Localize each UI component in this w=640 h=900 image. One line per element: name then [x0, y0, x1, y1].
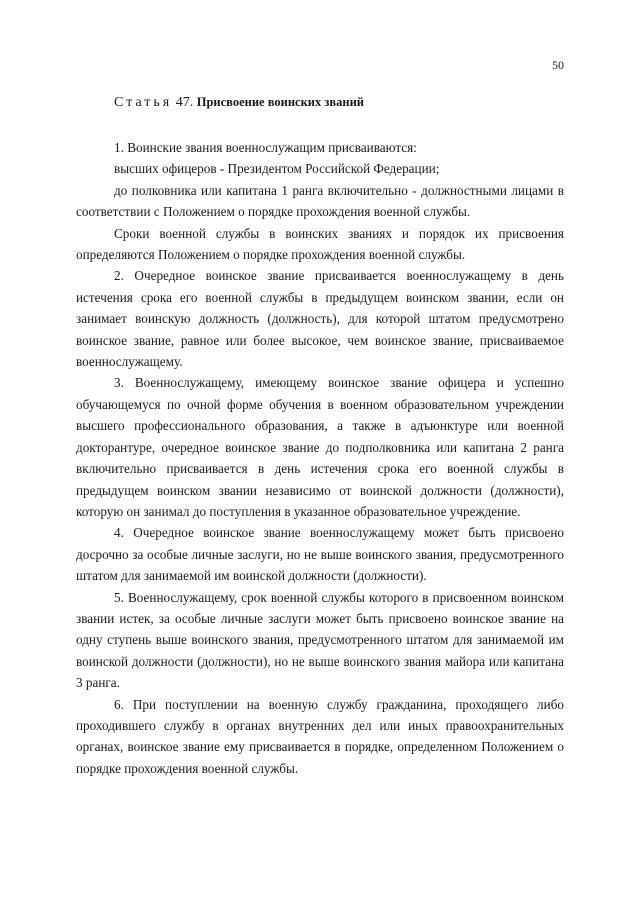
paragraph-3: до полковника или капитана 1 ранга включительно - должностными лицами в соответствии с Положением о порядке прохождения военной службы. — [76, 182, 564, 220]
page-number: 50 — [552, 58, 564, 72]
paragraph-4: Сроки военной службы в воинских званиях и порядок их присвоения определяются Положением о порядке прохождения военной службы. — [76, 225, 564, 263]
paragraph-1: 1. Воинские звания военнослужащим присваиваются: — [114, 140, 417, 155]
paragraph-5: 2. Очередное воинское звание присваивается военнослужащему в день истечения срока его военной службы в предыдущем воинском звании, если он занимает воинскую должность (должность), для которой штатом предусмотрено воинское звание, равное или более высокое, чем воинское звание, присваиваемое военнослужащему. — [76, 268, 564, 370]
article-heading — [114, 93, 364, 112]
paragraph-7: 4. Очередное воинское звание военнослужащему может быть присвоено досрочно за особые личные заслуги, но не выше воинского звания, предусмотренного штатом для занимаемой им воинской должности (должности). — [76, 525, 564, 584]
article-label: Статья — [114, 95, 173, 110]
paragraph-2: высших офицеров - Президентом Российской Федерации; — [114, 161, 440, 177]
article-body — [76, 137, 564, 779]
article-title: Присвоение воинских званий — [196, 95, 364, 109]
paragraph-8: 5. Военнослужащему, срок военной службы которого в присвоенном воинском звании истек, за особые личные заслуги может быть присвоено воинское звание на одну ступень выше воинского звания, предусмотренного штатом для занимаемой им воинской должности (должности), но не выше воинского звания майора или капитана 3 ранга. — [76, 589, 564, 691]
paragraph-9: 6. При поступлении на военную службу гражданина, проходящего либо проходившего службу в органах внутренних дел или иных правоохранительных органах, воинское звание ему присваивается в порядке, определенном Положением о порядке прохождения военной службы. — [76, 696, 564, 776]
article-number: 47. — [175, 95, 194, 110]
paragraph-6: 3. Военнослужащему, имеющему воинское звание офицера и успешно обучающемуся по очной форме обучения в военном образовательном учреждении высшего профессионального образования, а также в адъюнктуре или военной докторантуре, очередное воинское звание до подполковника или капитана 2 ранга включительно присваивается в день истечения срока его военной службы в предыдущем воинском звании независимо от воинской должности (должности), которую он занимал до поступления в указанное образовательное учреждение. — [76, 375, 564, 519]
